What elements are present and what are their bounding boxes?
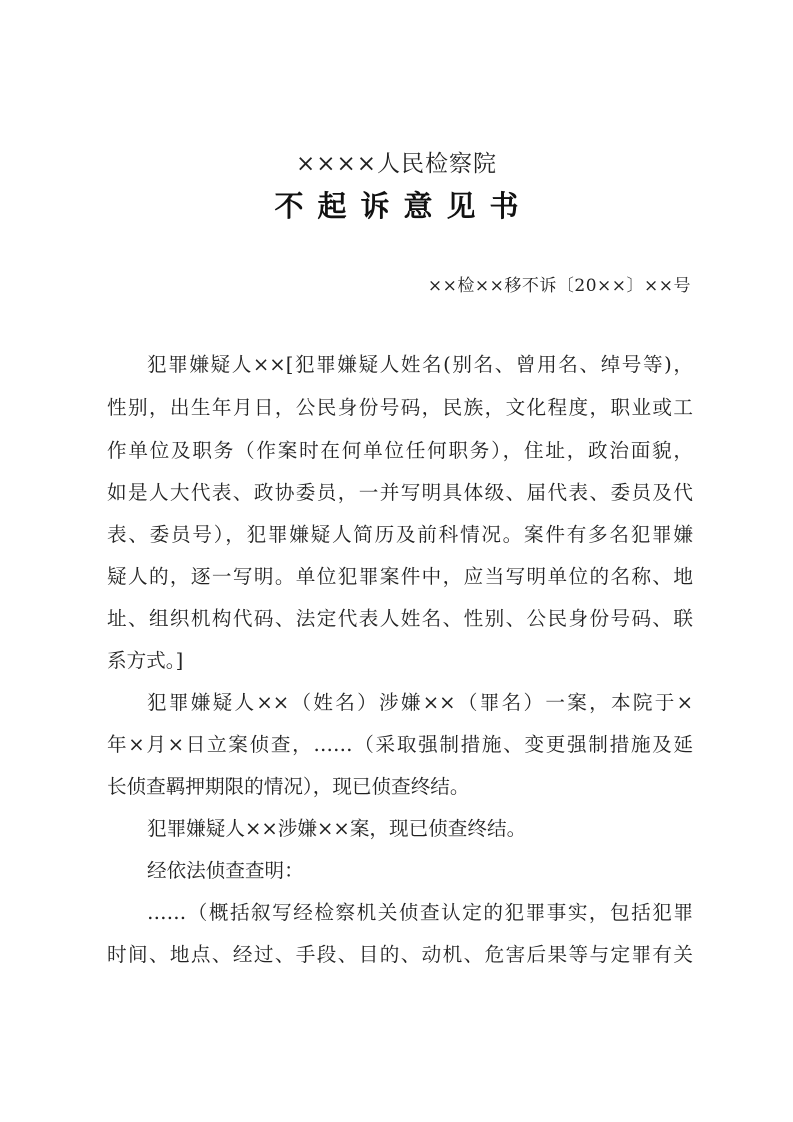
body-line: 疑人的，逐一写明。单位犯罪案件中，应当写明单位的名称、地 — [107, 565, 693, 588]
body-line: 犯罪嫌疑人××[犯罪嫌疑人姓名(别名、曾用名、绰号等)， — [147, 353, 693, 376]
body-line: ……（概括叙写经检察机关侦查认定的犯罪事实，包括犯罪 — [147, 901, 693, 924]
body-line: 长侦查羁押期限的情况），现已侦查终结。 — [107, 775, 470, 798]
body-line: 如是人大代表、政协委员，一并写明具体级、届代表、委员及代 — [107, 481, 693, 504]
body-line: 系方式。] — [107, 649, 184, 672]
document-number: ××检××移不诉〔20××〕××号 — [427, 276, 691, 296]
body-line: 作单位及职务（作案时在何单位任何职务），住址，政治面貌， — [107, 439, 693, 462]
body-line: 年×月×日立案侦查，……（采取强制措施、变更强制措施及延 — [107, 733, 693, 756]
body-line: 址、组织机构代码、法定代表人姓名、性别、公民身份号码、联 — [107, 607, 693, 630]
document-title: 不起诉意见书 — [274, 189, 533, 223]
body-line: 表、委员号），犯罪嫌疑人简历及前科情况。案件有多名犯罪嫌 — [107, 523, 693, 546]
body-line: 犯罪嫌疑人××（姓名）涉嫌××（罪名）一案，本院于× — [147, 691, 693, 714]
body-line: 经依法侦查查明： — [147, 859, 304, 882]
body-line: 犯罪嫌疑人××涉嫌××案，现已侦查终结。 — [147, 817, 527, 840]
body-line: 性别，出生年月日，公民身份号码，民族，文化程度，职业或工 — [107, 396, 693, 419]
organization-name: ××××人民检察院 — [295, 151, 498, 177]
body-line: 时间、地点、经过、手段、目的、动机、危害后果等与定罪有关 — [107, 943, 693, 966]
